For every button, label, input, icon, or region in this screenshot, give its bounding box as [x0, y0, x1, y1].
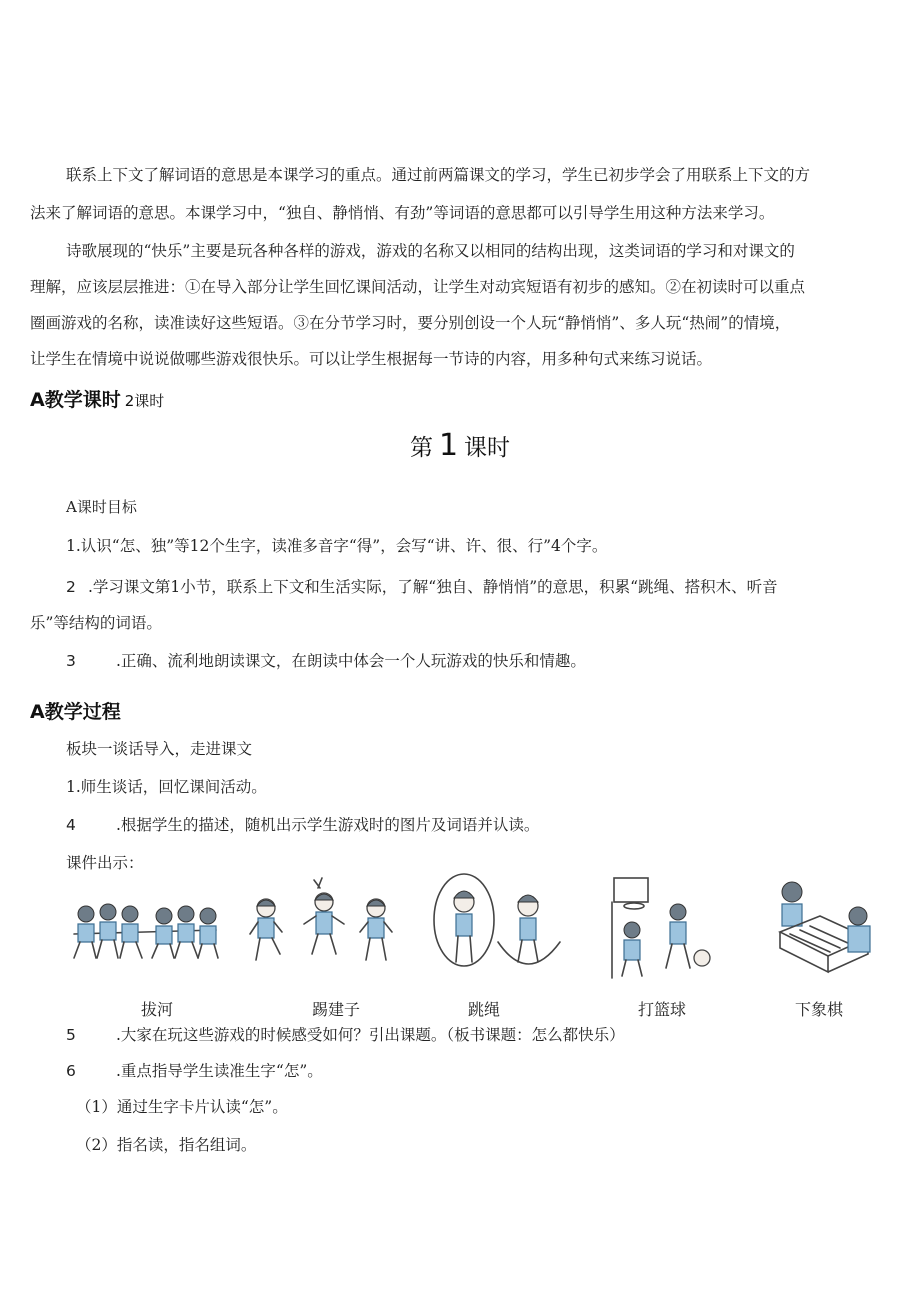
step-5-text: .大家在玩这些游戏的时候感受如何？引出课题。（板书课题：怎么都快乐） — [116, 1026, 625, 1044]
step-4-text: .根据学生的描述，随机出示学生游戏时的图片及词语并认读。 — [116, 816, 540, 834]
objective-item-2-line1 — [66, 568, 778, 606]
sub-step-2 — [76, 1126, 256, 1164]
intro-para2-line3: 圈画游戏的名称，读准读好这些短语。③在分节学习时，要分别创设一个人玩“静悄悄”、多人玩“热闹”的情境， — [30, 314, 791, 332]
sub-step-1-number: （1） — [76, 1098, 117, 1116]
objective-item-3-text: .正确、流利地朗读课文，在朗读中体会一个人玩游戏的快乐和情趣。 — [116, 652, 586, 670]
objective-item-3 — [66, 642, 586, 680]
objective-item-2-number: 2 — [66, 578, 76, 596]
block1-title: 板块一谈话导入，走进课文 — [66, 740, 253, 758]
game-caption-rope-skipping: 跳绳 — [468, 1000, 501, 1019]
section-hours-value: 2课时 — [124, 392, 165, 410]
shuttlecock-kicking-illustration — [244, 872, 404, 982]
objective-item-2-line2: 乐”等结构的词语。 — [30, 614, 162, 632]
section-heading-hours-label: A教学课时 — [30, 389, 121, 411]
intro-para2-line1: 诗歌展现的“快乐”主要是玩各种各样的游戏，游戏的名称又以相同的结构出现，这类词语的学习和对课文的 — [66, 242, 795, 260]
intro-para1-line2: 法来了解词语的意思。本课学习中，“独自、静悄悄、有劲”等词语的意思都可以引导学生用这种方法来学习。 — [30, 204, 775, 222]
intro-para2-line4: 让学生在情境中说说做哪些游戏很快乐。可以让学生根据每一节诗的内容，用多种句式来练习说话。 — [30, 350, 713, 368]
sub-step-2-number: （2） — [76, 1136, 117, 1154]
step-5-number: 5 — [66, 1026, 76, 1044]
sub-step-2-text: 指名读，指名组词。 — [116, 1136, 257, 1154]
objectives-heading: A课时目标 — [66, 498, 137, 516]
chess-illustration — [770, 872, 878, 982]
game-caption-chess: 下象棋 — [795, 1000, 844, 1019]
step-6 — [66, 1052, 323, 1090]
step-6-text: .重点指导学生读准生字“怎”。 — [116, 1062, 323, 1080]
intro-para1-line1: 联系上下文了解词语的意思是本课学习的重点。通过前两篇课文的学习，学生已初步学会了用联系上下文的方 — [66, 166, 811, 184]
objective-item-1: 1.认识“怎、独”等12个生字，读准多音字“得”，会写“讲、许、很、行”4个字。 — [66, 537, 608, 555]
lesson-title-number: 1 — [438, 428, 459, 463]
section-heading-hours — [30, 385, 164, 412]
sub-step-1-text: 通过生字卡片认读“怎”。 — [116, 1098, 288, 1116]
tug-of-war-illustration — [64, 872, 226, 982]
lesson-title-prefix: 第 — [409, 435, 433, 461]
game-caption-tug-of-war: 拔河 — [141, 1000, 174, 1019]
step-5 — [66, 1016, 625, 1054]
rope-skipping-illustration — [428, 872, 568, 982]
lesson-title-suffix: 课时 — [464, 435, 511, 461]
step-6-number: 6 — [66, 1062, 76, 1080]
step-4 — [66, 806, 539, 844]
step-4-number: 4 — [66, 816, 76, 834]
game-caption-shuttlecock: 踢建子 — [312, 1000, 361, 1019]
objective-item-2-text: .学习课文第1小节，联系上下文和生活实际，了解“独自、静悄悄”的意思，积累“跳绳、搭积木、听音 — [88, 578, 778, 596]
intro-para2-line2: 理解，应该层层推进：①在导入部分让学生回忆课间活动，让学生对动宾短语有初步的感知。②在初读时可以重点 — [30, 278, 806, 296]
courseware-label: 课件出示： — [66, 854, 144, 872]
basketball-illustration — [604, 872, 720, 982]
game-caption-basketball: 打篮球 — [638, 1000, 687, 1019]
lesson-title — [0, 428, 920, 463]
section-heading-process: A教学过程 — [30, 701, 121, 723]
sub-step-1 — [76, 1088, 288, 1126]
objective-item-3-number: 3 — [66, 652, 76, 670]
step-1: 1.师生谈话，回忆课间活动。 — [66, 778, 267, 796]
